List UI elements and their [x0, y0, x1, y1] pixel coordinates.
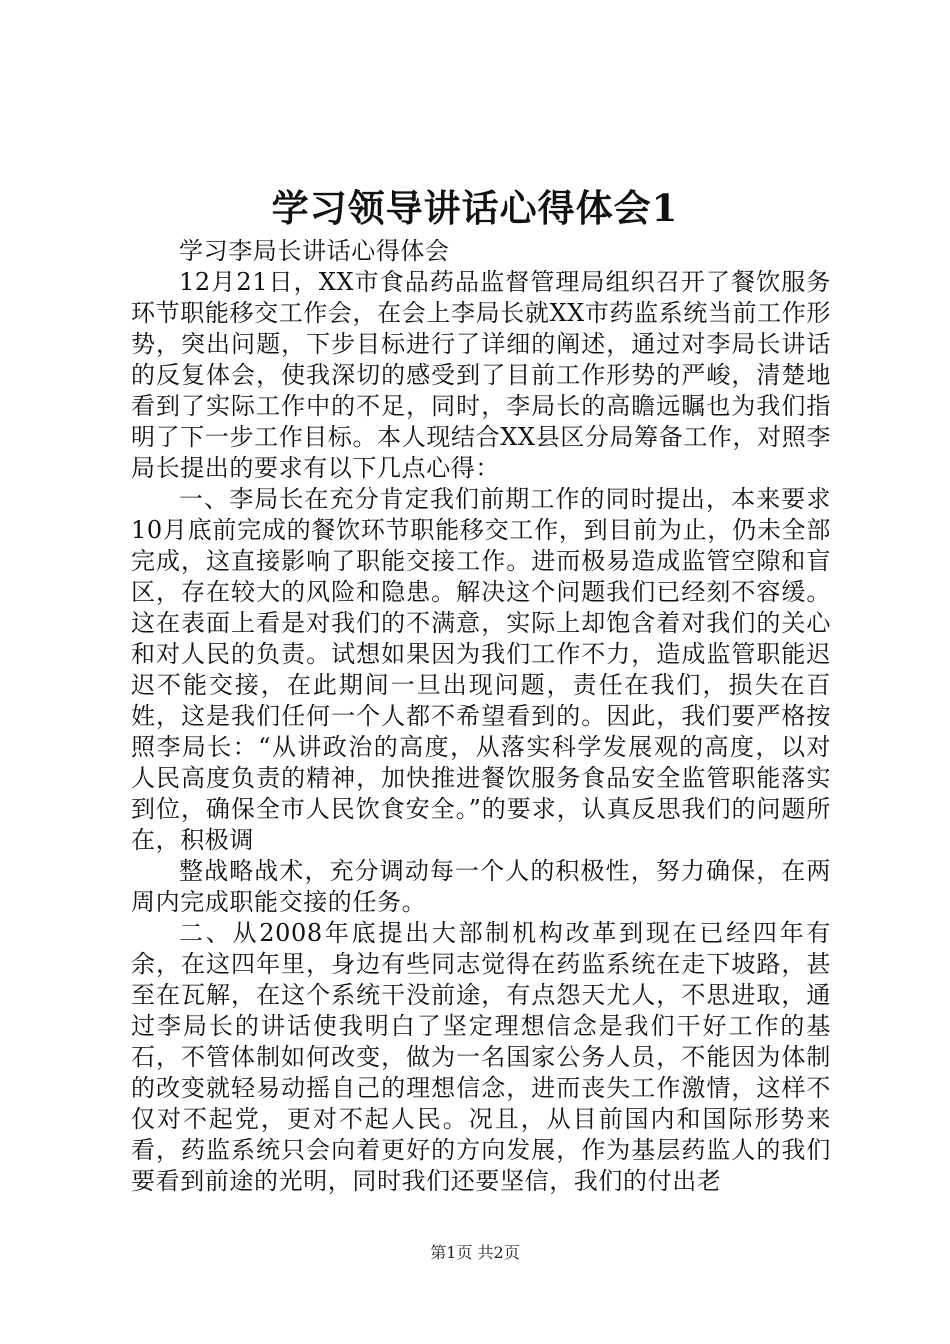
paragraph-point-two: 二、从2008年底提出大部制机构改革到现在已经四年有余，在这四年里，身边有些同志觉得在药监系统在走下坡路，甚至在瓦解，在这个系统干没前途，有点怨天尤人，不思进取，通过李局长的讲话使我明白了坚定理想信念是我们干好工作的基石，不管体制如何改变，做为一名国家公务人员，不能因为体制的改变就轻易动摇自己的理想信念，进而丧失工作激情，这样不仅对不起党，更对不起人民。况且，从目前国内和国际形势来看，药监系统只会向着更好的方向发展，作为基层药监人的我们要看到前途的光明，同时我们还要坚信，我们的付出老 [131, 919, 831, 1195]
document-body [131, 236, 831, 1197]
page-title: 学习领导讲话心得体会1 [271, 186, 679, 230]
paragraph-point-one-continued: 整战略战术，充分调动每一个人的积极性，努力确保，在两周内完成职能交接的任务。 [131, 857, 831, 916]
paragraph-intro: 12月21日，XX市食品药品监督管理局组织召开了餐饮服务环节职能移交工作会，在会上李局长就XX市药监系统当前工作形势，突出问题，下步目标进行了详细的阐述，通过对李局长讲话的反复体会，使我深切的感受到了目前工作形势的严峻，清楚地看到了实际工作中的不足，同时，李局长的高瞻远瞩也为我们指明了下一步工作目标。本人现结合XX县区分局筹备工作，对照李局长提出的要求有以下几点心得： [131, 268, 831, 482]
paragraph-subtitle: 学习李局长讲话心得体会 [179, 237, 450, 265]
page-number-footer: 第1页 共2页 [430, 1243, 520, 1262]
paragraph-point-one: 一、李局长在充分肯定我们前期工作的同时提出，本来要求10月底前完成的餐饮环节职能移交工作，到目前为止，仍未全部完成，这直接影响了职能交接工作。进而极易造成监管空隙和盲区，存在较大的风险和隐患。解决这个问题我们已经刻不容缓。这在表面上看是对我们的不满意，实际上却饱含着对我们的关心和对人民的负责。试想如果因为我们工作不力，造成监管职能迟迟不能交接，在此期间一旦出现问题，责任在我们，损失在百姓，这是我们任何一个人都不希望看到的。因此，我们要严格按照李局长：“从讲政治的高度，从落实科学发展观的高度，以对人民高度负责的精神，加快推进餐饮服务食品安全监管职能落实到位，确保全市人民饮食安全。”的要求，认真反思我们的问题所在，积极调 [131, 485, 831, 854]
